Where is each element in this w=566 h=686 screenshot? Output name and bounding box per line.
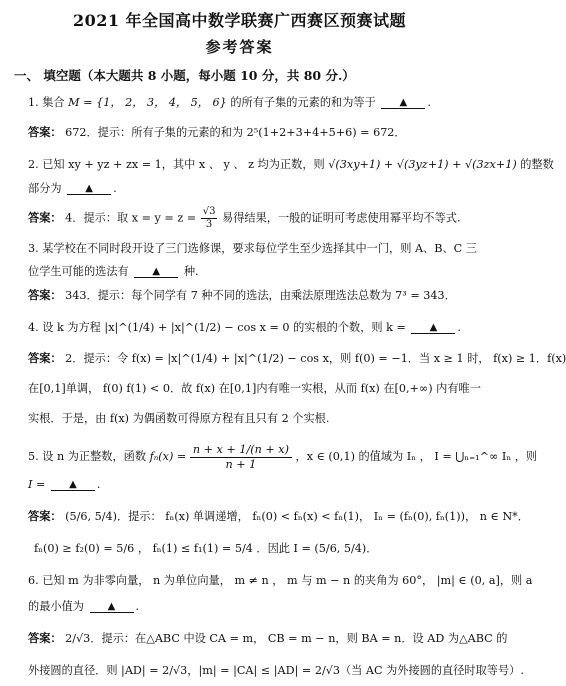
- answer-blank: [51, 477, 95, 491]
- answer-label: 答案：: [28, 288, 62, 302]
- q5-text-a: 5. 设 n 为正整数，函数: [28, 450, 147, 463]
- answer-3-text: 343．提示：每个同学有 7 种不同的选法，由乘法原理选法总数为 7³ = 343．: [65, 289, 456, 302]
- q5-fraction: $\frac{n + x + 1/(n + x)}{n + 1}$: [190, 442, 292, 472]
- q2-text-b: 的整数: [520, 158, 554, 171]
- answer-4-line-2: 在[0,1]单调， f(0) f(1) < 0．故 f(x) 在[0,1]内有唯一实根，从而 f(x) 在[0,+∞) 内有唯一: [28, 382, 481, 395]
- blank-triangle-icon: ▲: [399, 97, 408, 108]
- q5-text-b: ，x ∈ (0,1) 的值域为 Iₙ ， I = ⋃ₙ₌₁^∞ Iₙ ，则: [295, 450, 538, 463]
- question-2: [28, 156, 554, 172]
- answer-2-text-b: 易得结果，一般的证明可考虑使用幂平均不等式.: [222, 211, 461, 225]
- answer-1-text: 672．提示：所有子集的元素的和为 2⁵(1+2+3+4+5+6) = 672．: [65, 126, 406, 139]
- answer-3: [28, 287, 456, 303]
- blank-triangle-icon: ▲: [85, 183, 93, 194]
- answer-2-text-a: 4．提示：取 x = y = z =: [65, 211, 197, 225]
- blank-triangle-icon: ▲: [107, 601, 116, 612]
- q6-text-b: 的最小值为: [28, 600, 84, 613]
- answer-label: 答案：: [28, 125, 62, 139]
- answer-6-line-1: [28, 630, 507, 646]
- answer-4-text-1: 2．提示：令 f(x) = |x|^(1/4) + |x|^(1/2) − cos x，则 f(0) = −1．当 x ≥ 1 时， f(x) ≥ 1．f(x): [65, 352, 566, 365]
- answer-blank: [134, 264, 178, 278]
- question-5: [28, 442, 537, 472]
- page-title: 2021 年全国高中数学联赛广西赛区预赛试题: [72, 11, 407, 30]
- question-3-cont: [28, 263, 199, 279]
- answer-6-line-2: 外接圆的直径．则 |AD| = 2/√3，|m| = |CA| ≤ |AD| = 2/√3（当 AC 为外接圆的直径时取等号）.: [28, 664, 524, 677]
- page-subtitle: 参考答案: [205, 38, 274, 56]
- q4-text: 4. 设 k 为方程 |x|^(1/4) + |x|^(1/2) − cos x = 0 的实根的个数，则 k =: [28, 321, 406, 334]
- answer-label: 答案：: [28, 210, 62, 225]
- blank-triangle-icon: ▲: [69, 479, 77, 490]
- section-heading: 一、 填空题（本大题共 8 小题，每小题 10 分，共 80 分.）: [14, 68, 355, 83]
- q5-function: fₙ(x) =: [149, 450, 187, 463]
- q2-text-c: 部分为: [28, 182, 62, 195]
- q2-text-a: 2. 已知 xy + yz + zx = 1，其中 x 、 y 、 z 均为正数，则: [28, 158, 325, 171]
- question-1: 1. 集合 M = {1， 2， 3， 4， 5， 6} 的所有子集的元素的和为等于 ▲ .: [28, 96, 431, 109]
- answer-1: [28, 124, 406, 140]
- answer-4-line-3: 实根．于是，由 f(x) 为偶函数可得原方程有且只有 2 个实根.: [28, 412, 330, 425]
- answer-5-line-1: [28, 508, 529, 524]
- q1-set: M = {1， 2， 3， 4， 5， 6}: [68, 96, 227, 109]
- answer-5-text-1: (5/6, 5/4)．提示： fₙ(x) 单调递增， fₙ(0) < fₙ(x) < fₙ(1)， Iₙ = (fₙ(0), fₙ(1))， n ∈ N*．: [65, 510, 529, 523]
- q1-suffix: 的所有子集的元素的和为等于: [230, 96, 376, 109]
- answer-label: 答案：: [28, 351, 62, 365]
- q5-text-c: I =: [28, 478, 46, 491]
- q3-text-a: 3. 某学校在不同时段开设了三门选修课，要求每位学生至少选择其中一门，则 A、B、C 三: [28, 242, 477, 255]
- answer-blank: [67, 181, 111, 195]
- answer-label: 答案：: [28, 509, 62, 523]
- answer-2: [28, 206, 461, 231]
- fraction-sqrt3-over-3: $\frac{√3}{3}$: [202, 206, 216, 230]
- question-2-cont: 部分为 ▲ .: [28, 182, 117, 195]
- blank-triangle-icon: ▲: [429, 322, 438, 333]
- q1-prefix: 1. 集合: [28, 96, 65, 109]
- answer-5-line-2: fₙ(0) ≥ f₂(0) = 5/6 ， fₙ(1) ≤ f₁(1) = 5/4 ．因此 I = (5/6, 5/4)．: [34, 542, 378, 555]
- answer-4-line-1: [28, 350, 566, 366]
- answer-blank: [90, 599, 134, 613]
- question-6: [28, 572, 532, 588]
- blank-triangle-icon: ▲: [152, 266, 161, 277]
- answer-6-text-1: 2/√3．提示：在△ABC 中设 CA = m， CB = m − n，则 BA = n．设 AD 为△ABC 的: [65, 632, 508, 645]
- question-5-cont: I = ▲ .: [28, 478, 101, 491]
- question-4: 4. 设 k 为方程 |x|^(1/4) + |x|^(1/2) − cos x = 0 的实根的个数，则 k = ▲ .: [28, 321, 461, 334]
- question-6-cont: 的最小值为 ▲ .: [28, 600, 140, 613]
- answer-blank: [411, 320, 455, 334]
- q2-expression: √(3xy+1) + √(3yz+1) + √(3zx+1): [328, 158, 517, 171]
- answer-label: 答案：: [28, 631, 62, 645]
- q6-text-a: 6. 已知 m 为非零向量， n 为单位向量， m ≠ n ， m 与 m − n 的夹角为 60°， |m| ∈ (0, a]，则 a: [28, 574, 533, 587]
- q3-text-b: 位学生可能的选法有: [28, 265, 129, 278]
- answer-blank: [381, 95, 425, 109]
- q3-text-c: 种.: [183, 265, 199, 278]
- question-3: [28, 240, 477, 256]
